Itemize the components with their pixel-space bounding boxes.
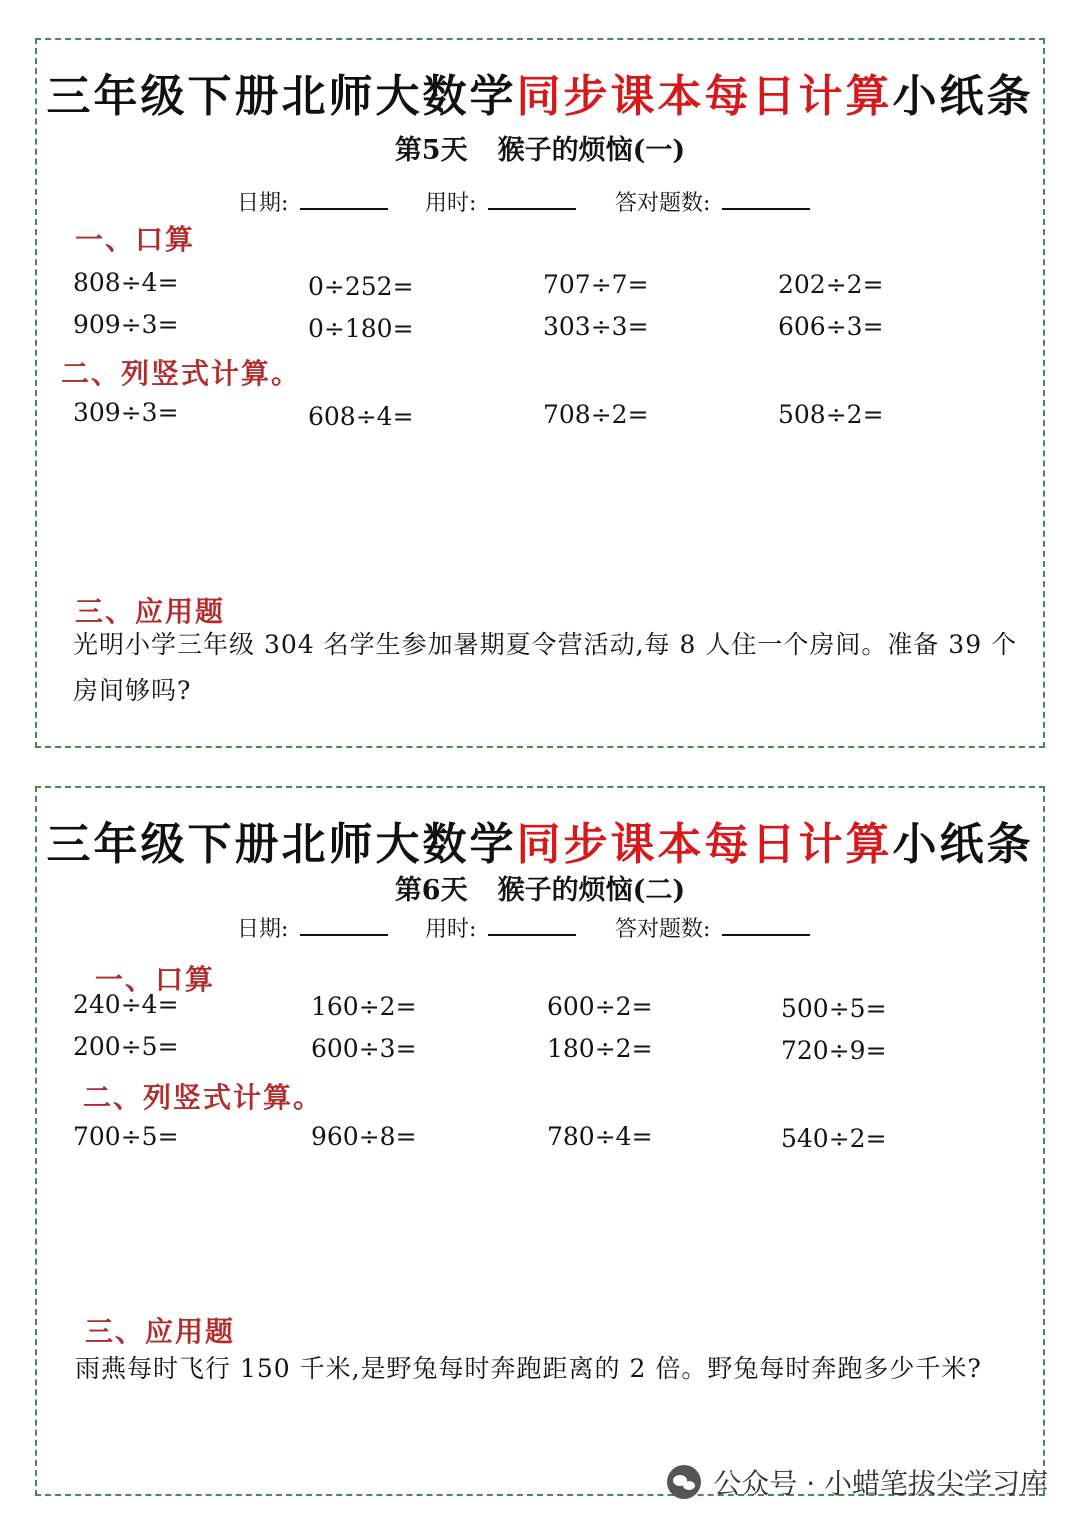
oral-problem: 0÷180= — [308, 314, 414, 343]
worksheet-day5 — [35, 38, 1045, 748]
oral-problem: 606÷3= — [778, 312, 884, 341]
vertical-problem: 608÷4= — [308, 402, 414, 431]
word-problem: 光明小学三年级 304 名学生参加暑期夏令营活动,每 8 人住一个房间。准备 39 个房间够吗? — [73, 630, 1018, 705]
day-label: 第5天 — [394, 135, 468, 166]
oral-problem: 202÷2= — [778, 270, 884, 299]
oral-problem: 600÷3= — [311, 1034, 417, 1063]
oral-problem: 0÷252= — [308, 272, 414, 301]
score-field[interactable]: 答对题数: — [615, 186, 810, 217]
section-vertical-heading: 二、列竖式计算。 — [61, 357, 302, 390]
oral-problem: 720÷9= — [781, 1036, 887, 1065]
oral-problem: 600÷2= — [547, 992, 653, 1021]
wechat-icon — [667, 1465, 701, 1499]
oral-problem: 160÷2= — [311, 992, 417, 1021]
oral-problem: 707÷7= — [543, 270, 649, 299]
lesson-name: 猴子的烦恼(二) — [497, 875, 686, 906]
section-word-heading: 三、应用题 — [85, 1315, 236, 1348]
worksheet-title: 三年级下册北师大数学同步课本每日计算小纸条 — [46, 819, 1034, 870]
word-problem: 雨燕每时飞行 150 千米,是野兔每时奔跑距离的 2 倍。野兔每时奔跑多少千米? — [75, 1354, 982, 1383]
section-oral-heading: 一、口算 — [95, 963, 216, 996]
time-field[interactable]: 用时: — [425, 186, 576, 217]
watermark-text: 公众号 · 小蜡笔拔尖学习库 — [713, 1467, 1048, 1500]
vertical-problem: 540÷2= — [781, 1124, 887, 1153]
vertical-problem: 700÷5= — [73, 1122, 179, 1151]
vertical-problem: 708÷2= — [543, 400, 649, 429]
watermark — [667, 1462, 1048, 1502]
oral-problem: 808÷4= — [73, 268, 179, 297]
lesson-name: 猴子的烦恼(一) — [497, 135, 686, 166]
oral-problem: 303÷3= — [543, 312, 649, 341]
score-field[interactable]: 答对题数: — [615, 912, 810, 943]
date-field[interactable]: 日期: — [237, 186, 388, 217]
oral-problem: 500÷5= — [781, 994, 887, 1023]
section-word-heading: 三、应用题 — [75, 595, 226, 628]
lesson-heading — [37, 868, 1043, 907]
section-vertical-heading: 二、列竖式计算。 — [83, 1081, 324, 1114]
day-label: 第6天 — [394, 875, 468, 906]
vertical-problem: 960÷8= — [311, 1122, 417, 1151]
worksheet-day6 — [35, 786, 1045, 1496]
vertical-problem: 508÷2= — [778, 400, 884, 429]
vertical-problem: 309÷3= — [73, 398, 179, 427]
worksheet-title: 三年级下册北师大数学同步课本每日计算小纸条 — [46, 71, 1034, 122]
time-field[interactable]: 用时: — [425, 912, 576, 943]
section-oral-heading: 一、口算 — [75, 223, 196, 256]
oral-problem: 180÷2= — [547, 1034, 653, 1063]
date-field[interactable]: 日期: — [237, 912, 388, 943]
oral-problem: 240÷4= — [73, 990, 179, 1019]
vertical-problem: 780÷4= — [547, 1122, 653, 1151]
oral-problem: 200÷5= — [73, 1032, 179, 1061]
oral-problem: 909÷3= — [73, 310, 179, 339]
lesson-heading — [37, 128, 1043, 167]
